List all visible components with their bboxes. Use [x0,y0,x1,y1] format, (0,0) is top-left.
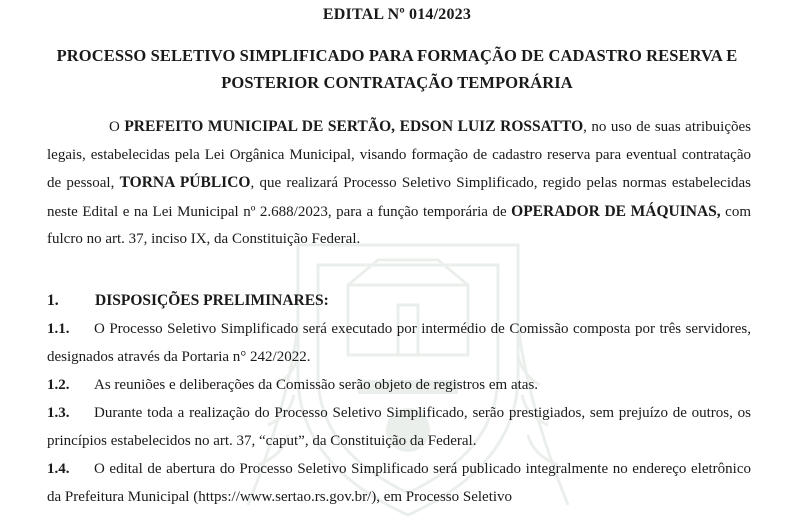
list-item [47,371,751,399]
section-number: 1. [47,292,59,309]
item-text: O Processo Seletivo Simplificado será executado por intermédio de Comissão composta por três servidores, designados através da Portaria n° 242/2022. [47,321,751,365]
intro-bold-function: OPERADOR DE MÁQUINAS, [511,202,721,220]
intro-text-3: , que realizará Processo Seletivo Simplificado, regido pelas normas estabelecidas neste Edital e na Lei Municipal nº 2.688/2023, para a função temporária de [47,175,751,220]
item-number: 1.2. [47,377,70,393]
edital-subtitle-line-1: PROCESSO SELETIVO SIMPLIFICADO PARA FORMAÇÃO DE CADASTRO RESERVA E [56,46,738,65]
list-item [47,455,751,511]
section-heading [47,292,751,310]
intro-text-1: O [109,119,125,135]
intro-text-2: , no uso de suas atribuições legais, estabelecidas pela Lei Orgânica Municipal, visando formação de cadastro reserva para eventual contratação de pessoal, [47,119,751,191]
intro-text-4: com fulcro no art. 37, inciso IX, da Constituição Federal. [47,203,752,247]
intro-bold-torna-publico: TORNA PÚBLICO [119,174,251,191]
item-number: 1.1. [47,321,70,337]
list-item [47,315,751,371]
section-title: DISPOSIÇÕES PRELIMINARES: [95,292,329,309]
item-text: As reuniões e deliberações da Comissão serão objeto de registros em atas. [94,377,539,393]
item-number: 1.4. [47,461,70,477]
edital-subtitle-line-2: POSTERIOR CONTRATAÇÃO TEMPORÁRIA [221,73,573,92]
edital-title: EDITAL Nº 014/2023 [322,6,472,23]
intro-bold-mayor: PREFEITO MUNICIPAL DE SERTÃO, EDSON LUIZ ROSSATTO [124,118,584,135]
item-number: 1.3. [47,405,70,421]
list-item [47,399,751,455]
item-text: O edital de abertura do Processo Seletivo Simplificado será publicado integralmente no endereço eletrônico da Prefeitura Municipal (https://www.sertao.rs.gov.br/), em Processo Seletivo [47,461,751,505]
intro-paragraph [47,113,751,254]
item-text: Durante toda a realização do Processo Seletivo Simplificado, serão prestigiados, sem prejuízo de outros, os princípios estabelecidos no art. 37, “caput”, da Constituição da Federal. [47,405,751,449]
